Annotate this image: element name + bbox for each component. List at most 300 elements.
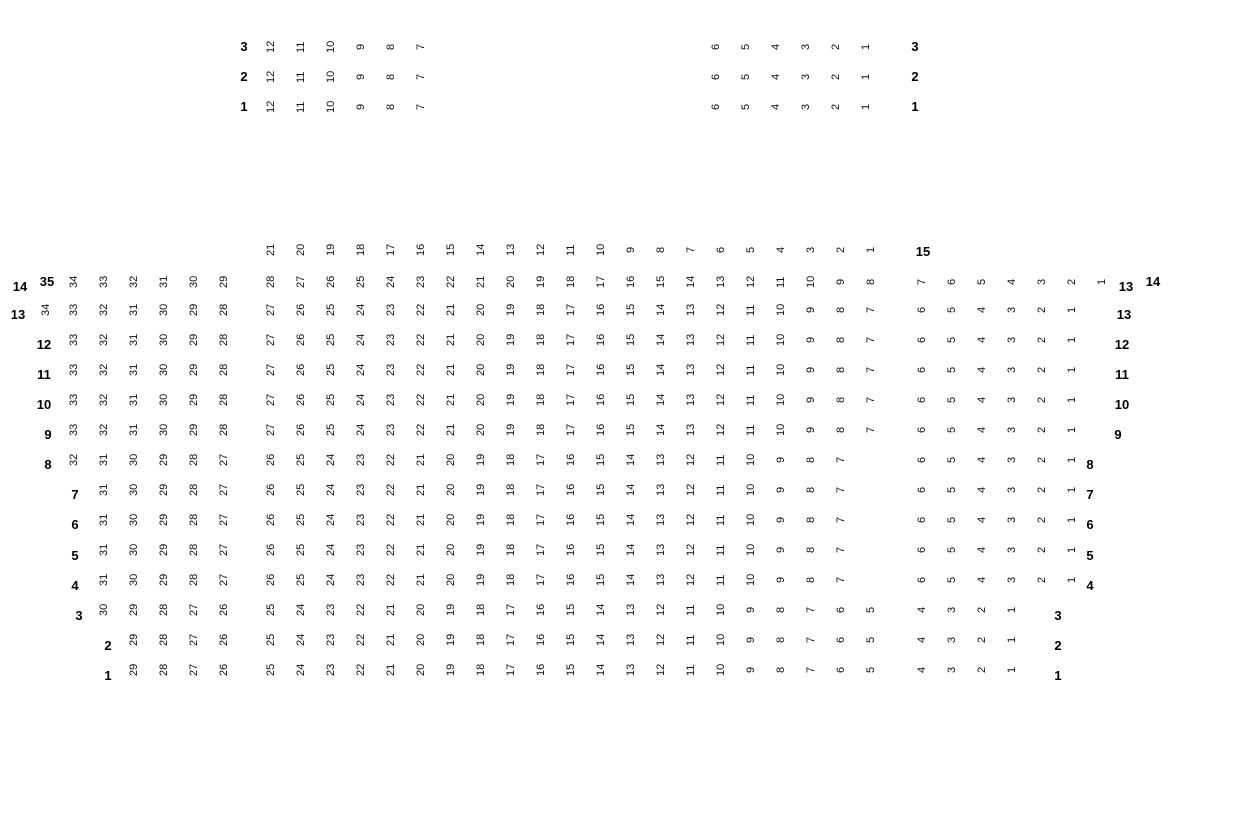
- seat[interactable]: 20: [475, 363, 487, 377]
- seat[interactable]: 20: [415, 663, 427, 677]
- seat[interactable]: 29: [128, 633, 140, 647]
- seat[interactable]: 15: [625, 333, 637, 347]
- seat[interactable]: 26: [265, 483, 277, 497]
- seat[interactable]: 11: [745, 334, 757, 346]
- seat[interactable]: 22: [385, 543, 397, 557]
- seat[interactable]: 7: [805, 606, 817, 614]
- seat[interactable]: 11: [715, 544, 727, 556]
- seat[interactable]: 15: [595, 483, 607, 497]
- seat[interactable]: 8: [775, 636, 787, 644]
- seat[interactable]: 15: [595, 513, 607, 527]
- seat[interactable]: 19: [475, 513, 487, 527]
- seat[interactable]: 6: [916, 306, 928, 314]
- seat[interactable]: 19: [505, 363, 517, 377]
- seat[interactable]: 2: [1036, 546, 1048, 554]
- seat[interactable]: 20: [475, 333, 487, 347]
- seat[interactable]: 2: [835, 246, 847, 254]
- seat[interactable]: 30: [158, 333, 170, 347]
- seat[interactable]: 7: [865, 336, 877, 344]
- seat[interactable]: 17: [565, 393, 577, 407]
- seat[interactable]: 3: [1006, 336, 1018, 344]
- seat[interactable]: 25: [265, 633, 277, 647]
- seat[interactable]: 19: [505, 303, 517, 317]
- seat[interactable]: 21: [415, 573, 427, 587]
- seat[interactable]: 28: [265, 275, 277, 289]
- seat[interactable]: 23: [355, 573, 367, 587]
- seat[interactable]: 16: [595, 393, 607, 407]
- seat[interactable]: 30: [158, 423, 170, 437]
- seat[interactable]: 27: [218, 573, 230, 587]
- seat[interactable]: 8: [805, 456, 817, 464]
- seat[interactable]: 27: [188, 603, 200, 617]
- seat[interactable]: 25: [325, 303, 337, 317]
- seat[interactable]: 10: [715, 603, 727, 617]
- seat[interactable]: 17: [595, 275, 607, 289]
- seat[interactable]: 20: [475, 303, 487, 317]
- seat[interactable]: 33: [68, 423, 80, 437]
- seat[interactable]: 19: [535, 275, 547, 289]
- seat[interactable]: 14: [625, 573, 637, 587]
- seat[interactable]: 3: [1006, 396, 1018, 404]
- seat[interactable]: 11: [745, 304, 757, 316]
- seat[interactable]: 9: [775, 486, 787, 494]
- seat[interactable]: 26: [218, 663, 230, 677]
- seat[interactable]: 1: [1066, 546, 1078, 554]
- seat[interactable]: 30: [128, 453, 140, 467]
- seat[interactable]: 17: [505, 603, 517, 617]
- seat[interactable]: 6: [916, 396, 928, 404]
- seat[interactable]: 25: [295, 543, 307, 557]
- seat[interactable]: 24: [355, 393, 367, 407]
- seat[interactable]: 30: [158, 363, 170, 377]
- seat[interactable]: 4: [916, 606, 928, 614]
- seat[interactable]: 9: [745, 666, 757, 674]
- seat[interactable]: 33: [68, 303, 80, 317]
- seat[interactable]: 31: [128, 333, 140, 347]
- seat[interactable]: 5: [865, 606, 877, 614]
- seat[interactable]: 3: [805, 246, 817, 254]
- seat[interactable]: 32: [98, 363, 110, 377]
- seat[interactable]: 7: [835, 576, 847, 584]
- seat[interactable]: 21: [415, 483, 427, 497]
- seat[interactable]: 29: [188, 393, 200, 407]
- seat[interactable]: 1: [865, 246, 877, 254]
- seat[interactable]: 16: [565, 543, 577, 557]
- seat[interactable]: 12: [685, 543, 697, 557]
- seat[interactable]: 10: [775, 303, 787, 317]
- seat[interactable]: 8: [835, 396, 847, 404]
- seat[interactable]: 15: [625, 363, 637, 377]
- seat[interactable]: 9: [625, 246, 637, 254]
- seat[interactable]: 14: [655, 333, 667, 347]
- seat[interactable]: 3: [800, 73, 812, 81]
- seat[interactable]: 18: [535, 333, 547, 347]
- seat[interactable]: 27: [218, 513, 230, 527]
- seat[interactable]: 5: [740, 43, 752, 51]
- seat[interactable]: 13: [685, 333, 697, 347]
- seat[interactable]: 9: [355, 73, 367, 81]
- seat[interactable]: 27: [218, 483, 230, 497]
- seat[interactable]: 22: [415, 363, 427, 377]
- seat[interactable]: 21: [415, 513, 427, 527]
- seat[interactable]: 3: [1036, 278, 1048, 286]
- seat[interactable]: 4: [976, 366, 988, 374]
- seat[interactable]: 5: [946, 516, 958, 524]
- seat[interactable]: 13: [715, 275, 727, 289]
- seat[interactable]: 12: [655, 633, 667, 647]
- seat[interactable]: 27: [265, 423, 277, 437]
- seat[interactable]: 18: [505, 543, 517, 557]
- seat[interactable]: 14: [685, 275, 697, 289]
- seat[interactable]: 32: [98, 393, 110, 407]
- seat[interactable]: 13: [685, 393, 697, 407]
- seat[interactable]: 29: [188, 303, 200, 317]
- seat[interactable]: 1: [860, 103, 872, 111]
- seat[interactable]: 4: [976, 426, 988, 434]
- seat[interactable]: 10: [775, 393, 787, 407]
- seat[interactable]: 8: [865, 278, 877, 286]
- seat[interactable]: 32: [98, 333, 110, 347]
- seat[interactable]: 12: [655, 663, 667, 677]
- seat[interactable]: 28: [188, 573, 200, 587]
- seat[interactable]: 4: [770, 73, 782, 81]
- seat[interactable]: 2: [1036, 366, 1048, 374]
- seat[interactable]: 15: [625, 423, 637, 437]
- seat[interactable]: 26: [325, 275, 337, 289]
- seat[interactable]: 17: [565, 363, 577, 377]
- seat[interactable]: 10: [325, 40, 337, 54]
- seat[interactable]: 16: [565, 453, 577, 467]
- seat[interactable]: 29: [128, 603, 140, 617]
- seat[interactable]: 26: [295, 393, 307, 407]
- seat[interactable]: 31: [98, 453, 110, 467]
- seat[interactable]: 13: [685, 303, 697, 317]
- seat[interactable]: 12: [715, 393, 727, 407]
- seat[interactable]: 9: [745, 636, 757, 644]
- seat[interactable]: 8: [835, 426, 847, 434]
- seat[interactable]: 20: [445, 573, 457, 587]
- seat[interactable]: 25: [265, 663, 277, 677]
- seat[interactable]: 2: [1066, 278, 1078, 286]
- seat[interactable]: 10: [595, 243, 607, 257]
- seat[interactable]: 28: [218, 363, 230, 377]
- seat[interactable]: 24: [325, 543, 337, 557]
- seat[interactable]: 26: [295, 303, 307, 317]
- seat[interactable]: 14: [595, 603, 607, 617]
- seat[interactable]: 26: [265, 573, 277, 587]
- seat[interactable]: 27: [265, 363, 277, 377]
- seat[interactable]: 3: [800, 43, 812, 51]
- seat[interactable]: 23: [355, 513, 367, 527]
- seat[interactable]: 4: [770, 103, 782, 111]
- seat[interactable]: 10: [805, 275, 817, 289]
- seat[interactable]: 16: [595, 363, 607, 377]
- seat[interactable]: 1: [860, 73, 872, 81]
- seat[interactable]: 25: [325, 363, 337, 377]
- seat[interactable]: 4: [976, 306, 988, 314]
- seat[interactable]: 10: [325, 70, 337, 84]
- seat[interactable]: 23: [385, 363, 397, 377]
- seat[interactable]: 33: [98, 275, 110, 289]
- seat[interactable]: 11: [685, 664, 697, 676]
- seat[interactable]: 13: [685, 423, 697, 437]
- seat[interactable]: 9: [805, 426, 817, 434]
- seat[interactable]: 1: [1096, 278, 1108, 286]
- seat[interactable]: 17: [535, 573, 547, 587]
- seat[interactable]: 15: [445, 243, 457, 257]
- seat[interactable]: 11: [775, 276, 787, 288]
- seat[interactable]: 3: [946, 606, 958, 614]
- seat[interactable]: 22: [415, 423, 427, 437]
- seat[interactable]: 30: [98, 603, 110, 617]
- seat[interactable]: 31: [158, 275, 170, 289]
- seat[interactable]: 13: [685, 363, 697, 377]
- seat[interactable]: 4: [916, 636, 928, 644]
- seat[interactable]: 17: [565, 333, 577, 347]
- seat[interactable]: 1: [1006, 606, 1018, 614]
- seat[interactable]: 7: [835, 486, 847, 494]
- seat[interactable]: 22: [385, 453, 397, 467]
- seat[interactable]: 13: [625, 603, 637, 617]
- seat[interactable]: 28: [218, 333, 230, 347]
- seat[interactable]: 33: [68, 363, 80, 377]
- seat[interactable]: 2: [1036, 336, 1048, 344]
- seat[interactable]: 12: [265, 100, 277, 114]
- seat[interactable]: 17: [535, 513, 547, 527]
- seat[interactable]: 4: [976, 486, 988, 494]
- seat[interactable]: 21: [475, 275, 487, 289]
- seat[interactable]: 29: [128, 663, 140, 677]
- seat[interactable]: 13: [655, 513, 667, 527]
- seat[interactable]: 24: [355, 423, 367, 437]
- seat[interactable]: 3: [800, 103, 812, 111]
- seat[interactable]: 15: [565, 633, 577, 647]
- seat[interactable]: 3: [1006, 426, 1018, 434]
- seat[interactable]: 5: [946, 426, 958, 434]
- seat[interactable]: 25: [295, 573, 307, 587]
- seat[interactable]: 21: [445, 303, 457, 317]
- seat[interactable]: 9: [355, 103, 367, 111]
- seat[interactable]: 16: [595, 333, 607, 347]
- seat[interactable]: 14: [625, 483, 637, 497]
- seat[interactable]: 5: [740, 73, 752, 81]
- seat[interactable]: 4: [976, 516, 988, 524]
- seat[interactable]: 8: [655, 246, 667, 254]
- seat[interactable]: 2: [976, 636, 988, 644]
- seat[interactable]: 12: [655, 603, 667, 617]
- seat[interactable]: 11: [715, 454, 727, 466]
- seat[interactable]: 26: [295, 423, 307, 437]
- seat[interactable]: 12: [715, 423, 727, 437]
- seat[interactable]: 12: [265, 40, 277, 54]
- seat[interactable]: 9: [775, 546, 787, 554]
- seat[interactable]: 25: [355, 275, 367, 289]
- seat[interactable]: 6: [916, 366, 928, 374]
- seat[interactable]: 13: [655, 573, 667, 587]
- seat[interactable]: 24: [355, 363, 367, 377]
- seat[interactable]: 16: [565, 483, 577, 497]
- seat[interactable]: 30: [128, 543, 140, 557]
- seat[interactable]: 18: [535, 303, 547, 317]
- seat[interactable]: 1: [1066, 516, 1078, 524]
- seat[interactable]: 26: [265, 543, 277, 557]
- seat[interactable]: 11: [295, 41, 307, 53]
- seat[interactable]: 10: [775, 333, 787, 347]
- seat[interactable]: 14: [595, 633, 607, 647]
- seat[interactable]: 21: [445, 423, 457, 437]
- seat[interactable]: 8: [385, 103, 397, 111]
- seat[interactable]: 27: [265, 303, 277, 317]
- seat[interactable]: 24: [325, 573, 337, 587]
- seat[interactable]: 10: [745, 453, 757, 467]
- seat[interactable]: 19: [475, 483, 487, 497]
- seat[interactable]: 21: [445, 393, 457, 407]
- seat[interactable]: 30: [158, 303, 170, 317]
- seat[interactable]: 6: [710, 43, 722, 51]
- seat[interactable]: 1: [1066, 396, 1078, 404]
- seat[interactable]: 11: [295, 71, 307, 83]
- seat[interactable]: 18: [565, 275, 577, 289]
- seat[interactable]: 8: [835, 306, 847, 314]
- seat[interactable]: 4: [770, 43, 782, 51]
- seat[interactable]: 7: [415, 103, 427, 111]
- seat[interactable]: 3: [1006, 306, 1018, 314]
- seat[interactable]: 1: [1066, 486, 1078, 494]
- seat[interactable]: 20: [415, 603, 427, 617]
- seat[interactable]: 6: [916, 336, 928, 344]
- seat[interactable]: 16: [535, 603, 547, 617]
- seat[interactable]: 4: [976, 546, 988, 554]
- seat[interactable]: 4: [976, 576, 988, 584]
- seat[interactable]: 31: [128, 303, 140, 317]
- seat[interactable]: 28: [158, 663, 170, 677]
- seat[interactable]: 15: [655, 275, 667, 289]
- seat[interactable]: 21: [385, 633, 397, 647]
- seat[interactable]: 18: [505, 573, 517, 587]
- seat[interactable]: 18: [475, 633, 487, 647]
- seat[interactable]: 21: [415, 453, 427, 467]
- seat[interactable]: 2: [976, 666, 988, 674]
- seat[interactable]: 23: [385, 393, 397, 407]
- seat[interactable]: 7: [835, 546, 847, 554]
- seat[interactable]: 9: [835, 278, 847, 286]
- seat[interactable]: 9: [355, 43, 367, 51]
- seat[interactable]: 22: [385, 483, 397, 497]
- seat[interactable]: 29: [188, 423, 200, 437]
- seat[interactable]: 7: [865, 426, 877, 434]
- seat[interactable]: 26: [265, 453, 277, 467]
- seat[interactable]: 3: [1006, 576, 1018, 584]
- seat[interactable]: 1: [1006, 666, 1018, 674]
- seat[interactable]: 12: [685, 513, 697, 527]
- seat[interactable]: 16: [565, 513, 577, 527]
- seat[interactable]: 10: [745, 573, 757, 587]
- seat[interactable]: 28: [188, 483, 200, 497]
- seat[interactable]: 27: [188, 633, 200, 647]
- seat[interactable]: 15: [595, 453, 607, 467]
- seat[interactable]: 18: [505, 453, 517, 467]
- seat[interactable]: 4: [976, 396, 988, 404]
- seat[interactable]: 12: [715, 303, 727, 317]
- seat[interactable]: 7: [685, 246, 697, 254]
- seat[interactable]: 24: [325, 453, 337, 467]
- seat[interactable]: 5: [976, 278, 988, 286]
- seat[interactable]: 4: [976, 336, 988, 344]
- seat[interactable]: 6: [916, 576, 928, 584]
- seat[interactable]: 11: [295, 101, 307, 113]
- seat[interactable]: 7: [865, 396, 877, 404]
- seat[interactable]: 5: [946, 486, 958, 494]
- seat[interactable]: 7: [415, 43, 427, 51]
- seat[interactable]: 4: [1006, 278, 1018, 286]
- seat[interactable]: 22: [355, 663, 367, 677]
- seat[interactable]: 26: [295, 363, 307, 377]
- seat[interactable]: 7: [805, 666, 817, 674]
- seat[interactable]: 14: [625, 453, 637, 467]
- seat[interactable]: 12: [685, 573, 697, 587]
- seat[interactable]: 6: [916, 486, 928, 494]
- seat[interactable]: 31: [98, 483, 110, 497]
- seat[interactable]: 2: [1036, 456, 1048, 464]
- seat[interactable]: 2: [830, 103, 842, 111]
- seat[interactable]: 12: [685, 483, 697, 497]
- seat[interactable]: 8: [805, 486, 817, 494]
- seat[interactable]: 22: [415, 333, 427, 347]
- seat[interactable]: 19: [445, 633, 457, 647]
- seat[interactable]: 28: [218, 393, 230, 407]
- seat[interactable]: 16: [535, 633, 547, 647]
- seat[interactable]: 23: [325, 603, 337, 617]
- seat[interactable]: 5: [865, 666, 877, 674]
- seat[interactable]: 28: [218, 423, 230, 437]
- seat[interactable]: 16: [625, 275, 637, 289]
- seat[interactable]: 18: [535, 393, 547, 407]
- seat[interactable]: 27: [218, 543, 230, 557]
- seat[interactable]: 5: [865, 636, 877, 644]
- seat[interactable]: 15: [565, 663, 577, 677]
- seat[interactable]: 10: [325, 100, 337, 114]
- seat[interactable]: 28: [158, 603, 170, 617]
- seat[interactable]: 29: [158, 483, 170, 497]
- seat[interactable]: 30: [128, 483, 140, 497]
- seat[interactable]: 11: [745, 394, 757, 406]
- seat[interactable]: 32: [98, 423, 110, 437]
- seat[interactable]: 21: [415, 543, 427, 557]
- seat[interactable]: 23: [385, 423, 397, 437]
- seat[interactable]: 21: [385, 603, 397, 617]
- seat[interactable]: 6: [835, 666, 847, 674]
- seat[interactable]: 31: [98, 543, 110, 557]
- seat[interactable]: 17: [565, 423, 577, 437]
- seat[interactable]: 31: [98, 513, 110, 527]
- seat[interactable]: 5: [745, 246, 757, 254]
- seat[interactable]: 14: [625, 543, 637, 557]
- seat[interactable]: 8: [385, 73, 397, 81]
- seat[interactable]: 22: [415, 303, 427, 317]
- seat[interactable]: 3: [1006, 486, 1018, 494]
- seat[interactable]: 14: [655, 423, 667, 437]
- seat[interactable]: 11: [745, 424, 757, 436]
- seat[interactable]: 3: [946, 666, 958, 674]
- seat[interactable]: 23: [355, 483, 367, 497]
- seat[interactable]: 30: [158, 393, 170, 407]
- seat[interactable]: 4: [775, 246, 787, 254]
- seat[interactable]: 24: [325, 513, 337, 527]
- seat[interactable]: 11: [715, 574, 727, 586]
- seat[interactable]: 27: [188, 663, 200, 677]
- seat[interactable]: 24: [295, 663, 307, 677]
- seat[interactable]: 7: [835, 516, 847, 524]
